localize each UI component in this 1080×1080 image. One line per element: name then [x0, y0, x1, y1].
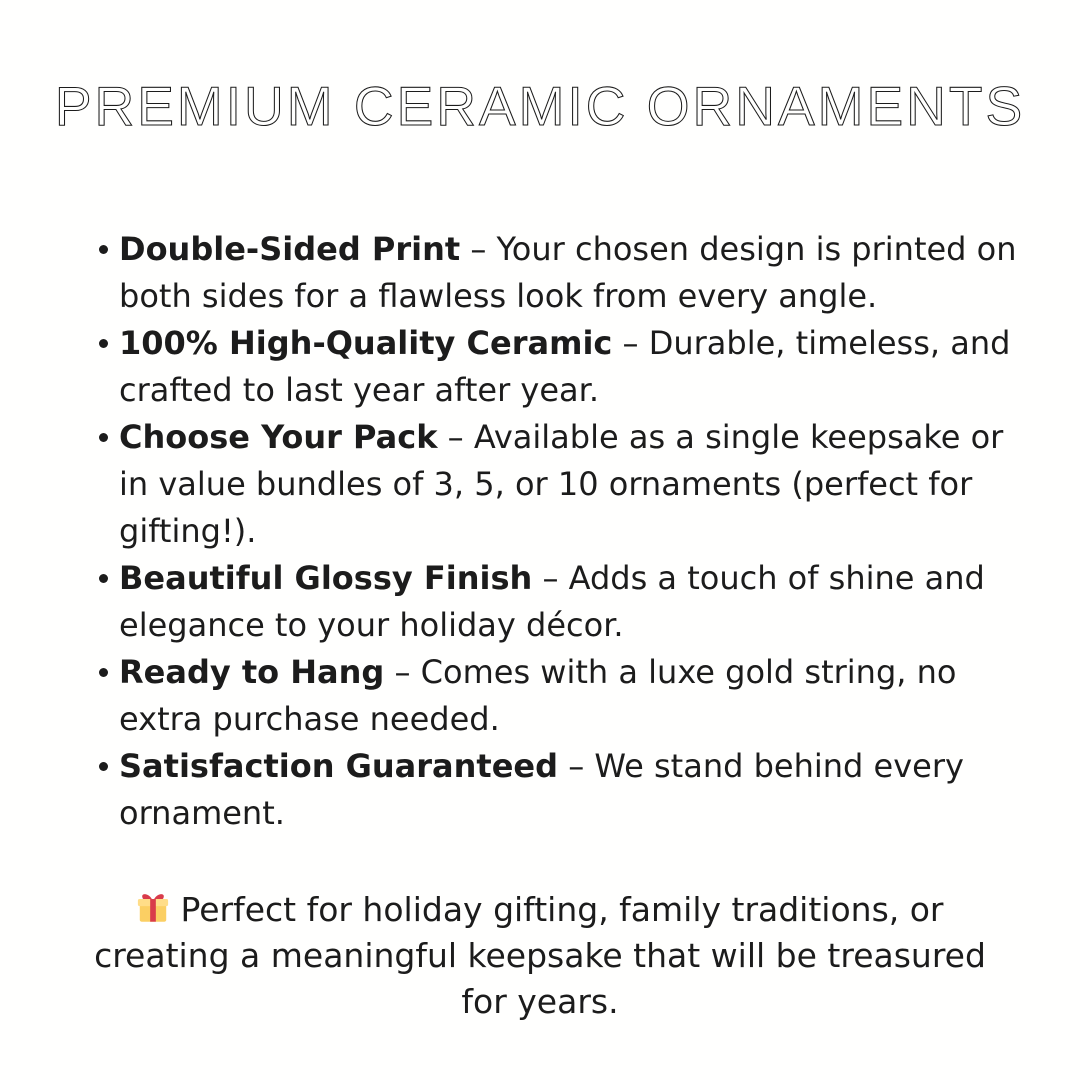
list-item — [119, 555, 1028, 649]
feature-text: – Comes with a luxe gold string, no extra purchase needed. — [119, 653, 957, 738]
list-item — [119, 743, 1028, 837]
page-title: PREMIUM CERAMIC ORNAMENTS — [54, 75, 1026, 137]
feature-lead: Double-Sided Print — [119, 230, 461, 268]
feature-lead: Beautiful Glossy Finish — [119, 559, 533, 597]
list-item — [119, 226, 1028, 320]
feature-lead: Satisfaction Guaranteed — [119, 747, 559, 785]
feature-lead: 100% High-Quality Ceramic — [119, 324, 613, 362]
feature-lead: Ready to Hang — [119, 653, 385, 691]
feature-text: – Adds a touch of shine and elegance to your holiday décor. — [119, 559, 985, 644]
feature-text: – Durable, timeless, and crafted to last year after year. — [119, 324, 1011, 409]
feature-text: – Available as a single keepsake or in value bundles of 3, 5, or 10 ornaments (perfect for gifting!). — [119, 418, 1004, 550]
list-item — [119, 414, 1028, 555]
list-item — [119, 320, 1028, 414]
list-item — [119, 649, 1028, 743]
gift-icon — [136, 891, 170, 925]
feature-list — [0, 226, 1080, 837]
feature-text: – Your chosen design is printed on both sides for a flawless look from every angle. — [119, 230, 1017, 315]
feature-text: – We stand behind every ornament. — [119, 747, 964, 832]
footer-note — [70, 887, 1010, 1025]
feature-lead: Choose Your Pack — [119, 418, 438, 456]
footer-text: Perfect for holiday gifting, family traditions, or creating a meaningful keepsake that will be treasured for years. — [94, 890, 986, 1021]
